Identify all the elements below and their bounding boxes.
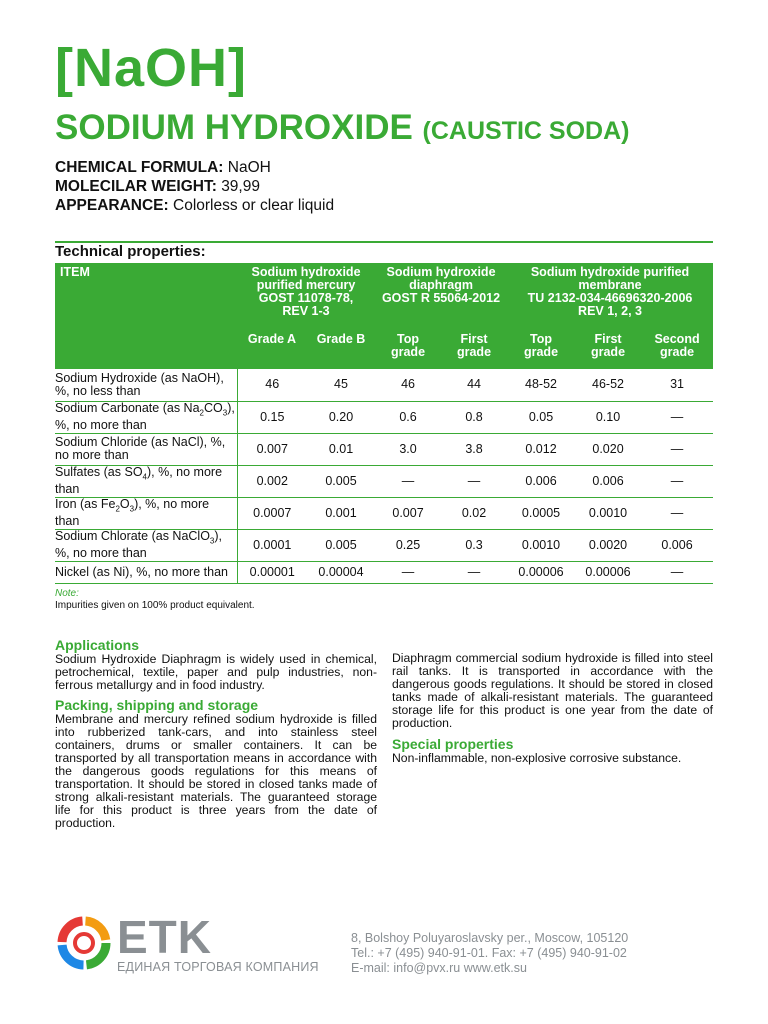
group-header-diaphragm: Sodium hydroxide diaphragm GOST R 55064-2012 [375,263,507,326]
diaphragm-text: Diaphragm commercial sodium hydroxide is filled into steel rail tanks. It is transported in accordance with the dangerous goods regulations. It should be stored in closed tanks made of alkali-resistant materials. The guaranteed storage life for this product is one year from the date of production. [392,651,713,730]
applications-title: Applications [55,637,140,653]
packing-title: Packing, shipping and storage [55,697,259,713]
grade-header: Top grade [375,326,441,369]
applications-section [55,637,377,692]
value-cell: 45 [307,369,375,401]
value-cell: 0.8 [441,401,507,433]
special-section [392,736,713,765]
value-cell: 46 [375,369,441,401]
value-cell: 0.6 [375,401,441,433]
value-cell: — [375,465,441,497]
value-cell: 0.02 [441,497,507,529]
value-cell: 0.00006 [507,561,575,583]
etk-logo [55,912,345,982]
value-cell: 0.006 [507,465,575,497]
applications-text: Sodium Hydroxide Diaphragm is widely used in chemical, petrochemical, textile, paper and pulp industries, non-ferrous metallurgy and in food industry. [55,652,377,692]
value-cell: — [641,561,713,583]
value-cell: — [641,433,713,465]
value-cell: 0.007 [375,497,441,529]
row-label: Sulfates (as $SO_4$), %, no more than [55,465,237,497]
value-cell: 0.006 [575,465,641,497]
value-cell: 46 [237,369,307,401]
value-cell: 0.00004 [307,561,375,583]
row-label: Sodium Chlorate (as NaClO$_3$), %, no more than [55,529,237,561]
address-line: 8, Bolshoy Poluyaroslavsky per., Moscow, 105120 [351,931,629,945]
table-row [55,369,713,401]
value-cell: 0.3 [441,529,507,561]
note-text: Impurities given on 100% product equivalent. [55,600,255,611]
special-title: Special properties [392,736,514,752]
value-cell: 0.001 [307,497,375,529]
value-cell: — [641,401,713,433]
value-cell: 0.25 [375,529,441,561]
row-label: Nickel (as Ni), %, no more than [55,561,237,583]
value-cell: 0.012 [507,433,575,465]
grade-header: Top grade [507,326,575,369]
technical-properties-table [55,263,713,584]
value-cell: 0.20 [307,401,375,433]
group-header-membrane: Sodium hydroxide purified membrane TU 2132-034-46696320-2006 REV 1, 2, 3 [507,263,713,326]
formula-title: [NaOH] [55,38,247,98]
value-cell: 0.0010 [507,529,575,561]
left-column [55,637,377,830]
group-header-mercury: Sodium hydroxide purified mercury GOST 11078-78, REV 1-3 [237,263,375,326]
value-cell: 0.005 [307,465,375,497]
value-cell: 0.0005 [507,497,575,529]
value-cell: 0.020 [575,433,641,465]
property-appearance: APPEARANCE: Colorless or clear liquid [55,197,335,214]
special-text: Non-inflammable, non-explosive corrosive substance. [392,751,682,765]
value-cell: 48-52 [507,369,575,401]
value-cell: 3.8 [441,433,507,465]
grade-header: First grade [575,326,641,369]
contact-info [351,931,628,976]
grade-header: Second grade [641,326,713,369]
table-row [55,465,713,497]
value-cell: 0.005 [307,529,375,561]
value-cell: 0.15 [237,401,307,433]
packing-section [55,697,377,830]
row-label: Sodium Chloride (as NaCl), %, no more than [55,433,237,465]
product-name: SODIUM HYDROXIDE [55,108,413,147]
note-label: Note: [55,588,79,599]
packing-text: Membrane and mercury refined sodium hydroxide is filled into rubberized tank-cars, and into stainless steel containers, drums or smaller containers. It can be transported by all transportation means in accordance with the dangerous goods regulations for this means of transportation. It should be stored in closed tanks made of strong alkali-resistant materials. The guaranteed storage life for this product is three years from the date of production. [55,712,377,830]
value-cell: 0.00001 [237,561,307,583]
value-cell: 0.00006 [575,561,641,583]
grade-header: First grade [441,326,507,369]
value-cell: 0.05 [507,401,575,433]
value-cell: 46-52 [575,369,641,401]
value-cell: 31 [641,369,713,401]
product-title [55,106,629,153]
chemical-properties [55,158,334,215]
row-label: Sodium Carbonate (as $Na_2CO_3$), %, no more than [55,401,237,433]
logo-wordmark: ETK [117,911,212,963]
value-cell: 0.006 [641,529,713,561]
value-cell: 0.0001 [237,529,307,561]
row-label: Sodium Hydroxide (as NaOH), %, no less than [55,369,237,401]
phone-line: Tel.: +7 (495) 940-91-01. Fax: +7 (495) 940-91-02 [351,946,627,960]
value-cell: 0.007 [237,433,307,465]
table-row [55,561,713,583]
right-column [392,652,713,765]
value-cell: — [441,465,507,497]
value-cell: 0.0007 [237,497,307,529]
value-cell: 0.01 [307,433,375,465]
email-line[interactable]: E-mail: info@pvx.ru www.etk.su [351,961,527,975]
row-label: Iron (as $Fe_2O_3$), %, no more than [55,497,237,529]
property-formula: CHEMICAL FORMULA: NaOH [55,159,271,176]
product-alt-name: (CAUSTIC SODA) [422,117,630,145]
logo-subtitle: ЕДИНАЯ ТОРГОВАЯ КОМПАНИЯ [117,960,319,974]
grade-header: Grade B [307,326,375,369]
value-cell: 0.10 [575,401,641,433]
table-row [55,433,713,465]
value-cell: 0.0020 [575,529,641,561]
table-row [55,401,713,433]
table-row [55,529,713,561]
grade-header: Grade A [237,326,307,369]
value-cell: — [375,561,441,583]
value-cell: 3.0 [375,433,441,465]
value-cell: — [441,561,507,583]
property-weight: MOLECILAR WEIGHT: 39,99 [55,178,260,195]
value-cell: 0.002 [237,465,307,497]
etk-logo-icon [55,914,113,972]
value-cell: 0.0010 [575,497,641,529]
value-cell: 44 [441,369,507,401]
technical-properties-title: Technical properties: [55,243,206,260]
value-cell: — [641,497,713,529]
table-header-row [55,263,713,326]
table-row [55,497,713,529]
value-cell: — [641,465,713,497]
item-header: ITEM [55,263,237,369]
